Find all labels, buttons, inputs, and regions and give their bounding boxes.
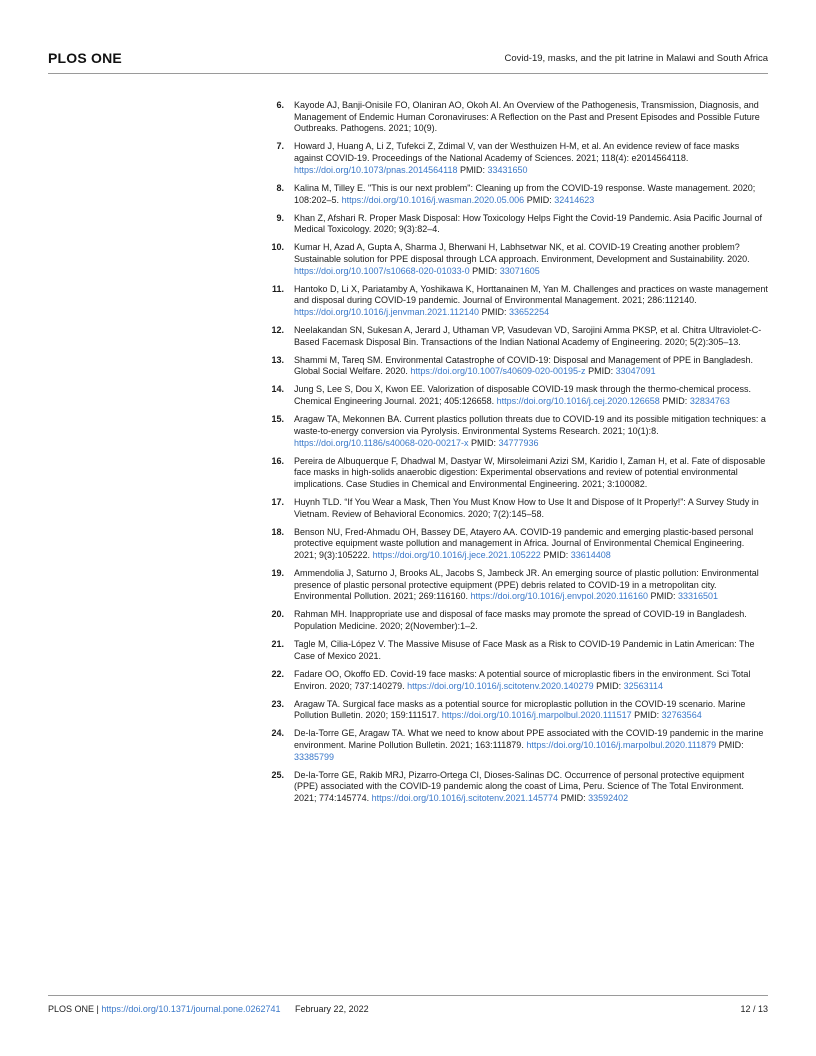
- reference-doi-link[interactable]: https://doi.org/10.1016/j.marpolbul.2020.111517: [441, 710, 632, 721]
- pmid-label: PMID:: [718, 739, 744, 750]
- reference-pmid-link[interactable]: 33316501: [678, 591, 719, 602]
- pmid-label: PMID:: [526, 194, 552, 205]
- reference-doi-link[interactable]: https://doi.org/10.1007/s10668-020-01033-0: [294, 265, 470, 276]
- reference-text: Fadare OO, Okoffo ED. Covid-19 face masks: A potential source of microplastic fibers in the environment. Sci Total Environ. 2020; 737:140279.: [294, 668, 751, 691]
- pmid-label: PMID:: [596, 680, 622, 691]
- reference-doi-link[interactable]: https://doi.org/10.1016/j.scitotenv.2020.140279: [407, 680, 594, 691]
- reference-pmid-link[interactable]: 32563114: [623, 680, 663, 691]
- reference-pmid-link[interactable]: 33385799: [294, 751, 335, 762]
- pmid-label: PMID:: [470, 437, 496, 448]
- reference-item: [240, 568, 768, 603]
- reference-item: [240, 699, 768, 722]
- reference-number: 12.: [271, 325, 284, 336]
- pmid-label: PMID:: [650, 591, 676, 602]
- reference-number: 15.: [271, 414, 284, 425]
- reference-number: 23.: [271, 698, 284, 709]
- reference-text: De-la-Torre GE, Rakib MRJ, Pizarro-Ortega CI, Dioses-Salinas DC. Occurrence of personal protective equipment (PPE) associated with the COVID-19 pandemic along the coast of Lima, Peru. Science of The Total Environment. 2021; 774:145774.: [294, 769, 745, 804]
- reference-item: [240, 770, 768, 805]
- journal-title: PLOS ONE: [48, 50, 122, 66]
- footer-date: February 22, 2022: [295, 1004, 369, 1014]
- reference-item: [240, 213, 768, 236]
- reference-doi-link[interactable]: https://doi.org/10.1016/j.wasman.2020.05.006: [341, 194, 525, 205]
- reference-item: [240, 141, 768, 176]
- reference-number: 9.: [276, 212, 284, 223]
- reference-item: [240, 183, 768, 206]
- reference-number: 13.: [271, 354, 284, 365]
- reference-number: 6.: [276, 100, 284, 110]
- reference-text: Hantoko D, Li X, Pariatamby A, Yoshikawa K, Horttanainen M, Yan M. Challenges and practices on waste management and disposal during COVID-19 pandemic. Journal of Environmental Management. 2021; 286:112140.: [294, 283, 768, 306]
- reference-item: [240, 728, 768, 763]
- reference-text: Aragaw TA. Surgical face masks as a potential source for microplastic pollution in the COVID-19 scenario. Marine Pollution Bulletin. 2020; 159:111517.: [294, 698, 746, 721]
- reference-number: 17.: [271, 496, 284, 507]
- reference-item: [240, 384, 768, 407]
- reference-doi-link[interactable]: https://doi.org/10.1186/s40068-020-00217-x: [294, 437, 469, 448]
- reference-item: [240, 639, 768, 662]
- reference-item: [240, 284, 768, 319]
- reference-text: Jung S, Lee S, Dou X, Kwon EE. Valorization of disposable COVID-19 mask through the thermo-chemical process. Chemical Engineering Journal. 2021; 405:126658.: [294, 384, 752, 407]
- pmid-label: PMID:: [560, 793, 586, 804]
- reference-number: 8.: [276, 182, 284, 193]
- reference-doi-link[interactable]: https://doi.org/10.1016/j.jenvman.2021.112140: [294, 307, 479, 318]
- footer-doi-link[interactable]: https://doi.org/10.1371/journal.pone.0262741: [101, 1004, 281, 1014]
- reference-number: 21.: [271, 639, 284, 650]
- reference-item: [240, 414, 768, 449]
- page-number: 12 / 13: [740, 1004, 768, 1014]
- reference-text: Aragaw TA, Mekonnen BA. Current plastics pollution threats due to COVID-19 and its possible mitigation techniques: a waste-to-energy conversion via Pyrolysis. Environmental Systems Research. 2021; 10(1):8.: [294, 414, 766, 436]
- reference-doi-link[interactable]: https://doi.org/10.1016/j.envpol.2020.116160: [470, 591, 648, 602]
- reference-number: 16.: [271, 455, 284, 466]
- reference-pmid-link[interactable]: 32763564: [661, 710, 702, 721]
- reference-text: Rahman MH. Inappropriate use and disposal of face masks may promote the spread of COVID-19 in Bangladesh. Population Medicine. 2020; 2(November):1–2.: [294, 609, 747, 632]
- reference-number: 7.: [276, 141, 284, 152]
- reference-text: Kayode AJ, Banji-Onisile FO, Olaniran AO, Okoh AI. An Overview of the Pathogenesis, Transmission, Diagnosis, and Management of Endemic Human Coronaviruses: A Reflection on the Past and Present Episodes and Possible Future Outbreaks. Pathogens. 2021; 10(9).: [294, 100, 760, 134]
- pmid-label: PMID:: [459, 164, 485, 175]
- reference-number: 24.: [271, 728, 284, 739]
- reference-text: Kumar H, Azad A, Gupta A, Sharma J, Bherwani H, Labhsetwar NK, et al. COVID-19 Creating another problem? Sustainable solution for PPE disposal through LCA approach. Environment, Development and Sustainability. 2020.: [294, 242, 750, 264]
- reference-pmid-link[interactable]: 33652254: [509, 307, 550, 318]
- pmid-label: PMID:: [662, 396, 688, 407]
- reference-text: Neelakandan SN, Sukesan A, Jerard J, Uthaman VP, Vasudevan VD, Sarojini Amma PKSP, et al. Chitra Ultraviolet-C-Based Facemask Disposal Bin. Transactions of the Indian National Academy of Engineering. 2020; 5(2):305–13.: [294, 325, 762, 347]
- reference-text: Huynh TLD. “If You Wear a Mask, Then You Must Know How to Use It and Dispose of It Properly!”: A Survey Study in Vietnam. Review of Behavioral Economics. 2020; 7(2):145–58.: [294, 496, 759, 519]
- reference-text: Khan Z, Afshari R. Proper Mask Disposal: How Toxicology Helps Fight the Covid-19 Pandemic. Asia Pacific Journal of Medical Toxicology. 2020; 9(3):82–4.: [294, 212, 763, 235]
- reference-item: [240, 669, 768, 692]
- reference-number: 19.: [271, 568, 284, 579]
- reference-pmid-link[interactable]: 33614408: [570, 550, 611, 561]
- reference-doi-link[interactable]: https://doi.org/10.1016/j.jece.2021.105222: [372, 550, 541, 561]
- reference-item: [240, 242, 768, 277]
- reference-text: Ammendolia J, Saturno J, Brooks AL, Jacobs S, Jambeck JR. An emerging source of plastic pollution: Environmental presence of plastic personal protective equipment (PPE) debris related to COVID-19 in a metropolitan city. Environmental Pollution. 2021; 269:116160.: [294, 568, 759, 602]
- reference-number: 10.: [271, 242, 284, 253]
- reference-item: [240, 456, 768, 491]
- reference-item: [240, 100, 768, 135]
- reference-number: 22.: [271, 668, 284, 679]
- reference-doi-link[interactable]: https://doi.org/10.1016/j.scitotenv.2021.145774: [371, 793, 559, 804]
- reference-number: 20.: [271, 609, 284, 620]
- reference-item: [240, 609, 768, 632]
- pmid-label: PMID:: [481, 307, 507, 318]
- reference-doi-link[interactable]: https://doi.org/10.1016/j.marpolbul.2020.111879: [526, 739, 717, 750]
- pmid-label: PMID:: [472, 265, 498, 276]
- reference-text: Pereira de Albuquerque F, Dhadwal M, Dastyar W, Mirsoleimani Azizi SM, Karidio I, Zaman H, et al. Fate of disposable face masks in high-solids anaerobic digestion: Experimental observations and review of potential environmental implications. Case Studies in Chemical and Environmental Engineering. 2021; 3:100082.: [294, 455, 766, 489]
- reference-pmid-link[interactable]: 33592402: [588, 793, 629, 804]
- header-divider: [48, 73, 768, 74]
- reference-item: [240, 325, 768, 348]
- reference-pmid-link[interactable]: 33431650: [487, 164, 528, 175]
- reference-number: 14.: [271, 384, 284, 395]
- running-title: Covid-19, masks, and the pit latrine in Malawi and South Africa: [504, 53, 768, 64]
- reference-text: De-la-Torre GE, Aragaw TA. What we need to know about PPE associated with the COVID-19 pandemic in the marine environment. Marine Pollution Bulletin. 2021; 163:111879.: [294, 728, 764, 750]
- reference-pmid-link[interactable]: 33047091: [615, 366, 656, 377]
- reference-list: [240, 100, 768, 811]
- footer-divider: [48, 995, 768, 996]
- reference-item: [240, 527, 768, 562]
- reference-text: Benson NU, Fred-Ahmadu OH, Bassey DE, Atayero AA. COVID-19 pandemic and emerging plastic-based personal protective equipment waste pollution and management in Africa. Journal of Environmental Chemical Engineering. 2021; 9(3):105222.: [294, 526, 754, 561]
- reference-pmid-link[interactable]: 32414623: [554, 194, 595, 205]
- reference-item: [240, 355, 768, 378]
- reference-number: 11.: [271, 283, 284, 294]
- footer-journal: PLOS ONE |: [48, 1004, 99, 1014]
- page-header: [48, 50, 768, 70]
- reference-doi-link[interactable]: https://doi.org/10.1007/s40609-020-00195-z: [410, 366, 586, 377]
- reference-doi-link[interactable]: https://doi.org/10.1016/j.cej.2020.126658: [496, 396, 660, 407]
- footer-citation: [48, 1004, 369, 1014]
- reference-doi-link[interactable]: https://doi.org/10.1073/pnas.2014564118: [294, 164, 458, 175]
- reference-text: Howard J, Huang A, Li Z, Tufekci Z, Zdimal V, van der Westhuizen H-M, et al. An evidence review of face masks against COVID-19. Proceedings of the National Academy of Sciences. 2021; 118(4): e2014564118.: [294, 141, 740, 164]
- reference-number: 25.: [271, 769, 284, 780]
- reference-item: [240, 497, 768, 520]
- reference-pmid-link[interactable]: 33071605: [499, 265, 540, 276]
- pmid-label: PMID:: [543, 550, 569, 561]
- reference-text: Kalina M, Tilley E. "This is our next problem": Cleaning up from the COVID-19 response. Waste management. 2020; 108:202–5.: [294, 182, 756, 205]
- pmid-label: PMID:: [634, 710, 660, 721]
- reference-text: Tagle M, Cilia-López V. The Massive Misuse of Face Mask as a Risk to COVID-19 Pandemic in Latin American: The Case of Mexico 2021.: [294, 639, 755, 661]
- reference-pmid-link[interactable]: 34777936: [498, 437, 539, 448]
- pmid-label: PMID:: [588, 366, 614, 377]
- reference-text: Shammi M, Tareq SM. Environmental Catastrophe of COVID-19: Disposal and Management of PPE in Bangladesh. Global Social Welfare. 2020.: [294, 354, 754, 377]
- reference-number: 18.: [271, 526, 284, 537]
- reference-pmid-link[interactable]: 32834763: [689, 396, 730, 407]
